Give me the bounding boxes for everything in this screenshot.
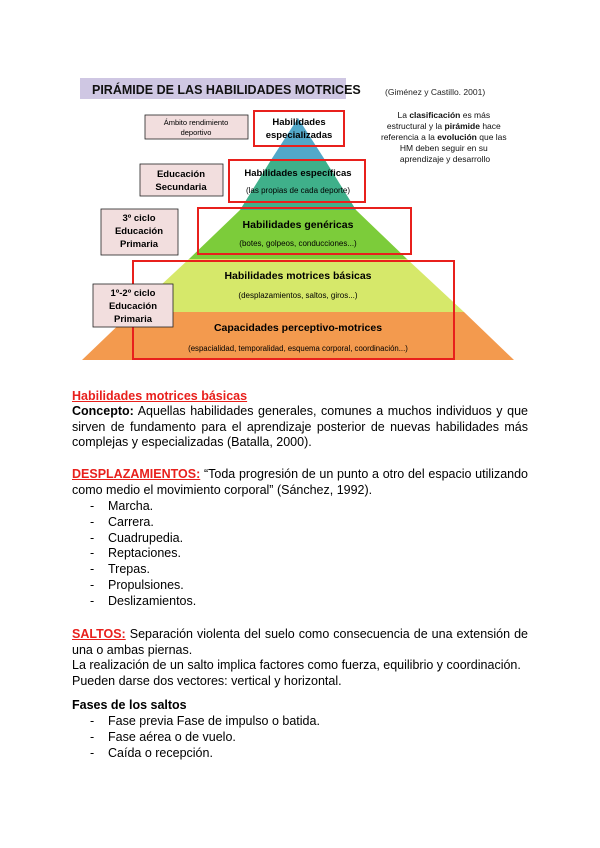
basic-heading-text: Habilidades motrices básicas — [72, 389, 248, 403]
pyramid-level-3 — [189, 210, 407, 259]
list-item: - Carrera. — [90, 515, 196, 531]
list-item: - Deslizamientos. — [90, 594, 196, 610]
phases-list — [90, 714, 320, 761]
level-5-subtitle: (espacialidad, temporalidad, esquema corporal, coordinación...) — [188, 344, 408, 353]
basic-heading — [72, 389, 528, 405]
concept-label: Concepto: — [72, 404, 134, 418]
displacements-paragraph — [72, 467, 528, 498]
pyramid-figure — [0, 0, 600, 380]
side-note: La clasificación es más estructural y la pirámide hace referencia a la evolución que las HM deben seguir en su aprendizaje y desarrollo — [380, 110, 507, 164]
level-2-subtitle: (las propias de cada deporte) — [245, 186, 351, 195]
level-3-title: Habilidades genéricas — [242, 219, 354, 231]
side-label-3-c: Primaria — [119, 239, 159, 250]
side-label-3-b: Educación — [114, 226, 164, 237]
phases-heading: Fases de los saltos — [72, 698, 187, 712]
concept-paragraph — [72, 404, 528, 451]
side-label-4-c: Primaria — [113, 314, 153, 325]
list-item: - Fase aérea o de vuelo. — [90, 730, 320, 746]
jumps-paragraph — [72, 627, 528, 658]
jumps-line-2: La realización de un salto implica factores como fuerza, equilibrio y coordinación. — [72, 658, 521, 672]
figure-title: PIRÁMIDE DE LAS HABILIDADES MOTRICES — [92, 83, 361, 97]
level-4-subtitle: (desplazamientos, saltos, giros...) — [238, 291, 358, 300]
jumps-text: Separación violenta del suelo como consecuencia de una extensión de una o ambas piernas. — [72, 627, 528, 657]
list-item: - Trepas. — [90, 562, 196, 578]
displacements-text: “Toda progresión de un punto a otro del espacio utilizando como medio el movimiento corporal” (Sánchez, 1992). — [72, 467, 528, 497]
level-2-title: Habilidades específicas — [244, 168, 352, 179]
level-1-title-a: Habilidades — [272, 117, 326, 128]
level-5-title: Capacidades perceptivo-motrices — [213, 322, 383, 334]
level-4-title: Habilidades motrices básicas — [224, 270, 372, 282]
side-label-1-b: deportivo — [180, 128, 212, 137]
side-label-2-b: Secundaria — [155, 182, 207, 193]
side-label-2-a: Educación — [156, 169, 206, 180]
jumps-heading: SALTOS: — [72, 627, 126, 641]
figure-citation: (Giménez y Castillo. 2001) — [385, 87, 486, 97]
list-item: - Propulsiones. — [90, 578, 196, 594]
list-item: - Caída o recepción. — [90, 746, 320, 762]
list-item: - Reptaciones. — [90, 546, 196, 562]
side-label-4-a: 1º-2º ciclo — [110, 288, 156, 299]
level-3-subtitle: (botes, golpeos, conducciones...) — [239, 239, 357, 248]
displacements-list — [90, 499, 196, 610]
level-1-title-b: especializadas — [265, 130, 333, 141]
displacements-heading: DESPLAZAMIENTOS: — [72, 467, 201, 481]
jumps-line-3: Pueden darse dos vectores: vertical y horizontal. — [72, 674, 342, 688]
list-item: - Marcha. — [90, 499, 196, 515]
side-label-1-a: Ámbito rendimiento — [163, 118, 229, 127]
list-item: - Fase previa Fase de impulso o batida. — [90, 714, 320, 730]
concept-text: Aquellas habilidades generales, comunes a muchos individuos y que sirven de fundamento para el aprendizaje posterior de nuevas habilidades más complejas y especializadas (Batalla, 2000). — [72, 404, 528, 449]
side-label-3-a: 3º ciclo — [122, 213, 156, 224]
side-label-4-b: Educación — [108, 301, 158, 312]
list-item: - Cuadrupedia. — [90, 531, 196, 547]
pyramid-level-4 — [132, 259, 464, 312]
